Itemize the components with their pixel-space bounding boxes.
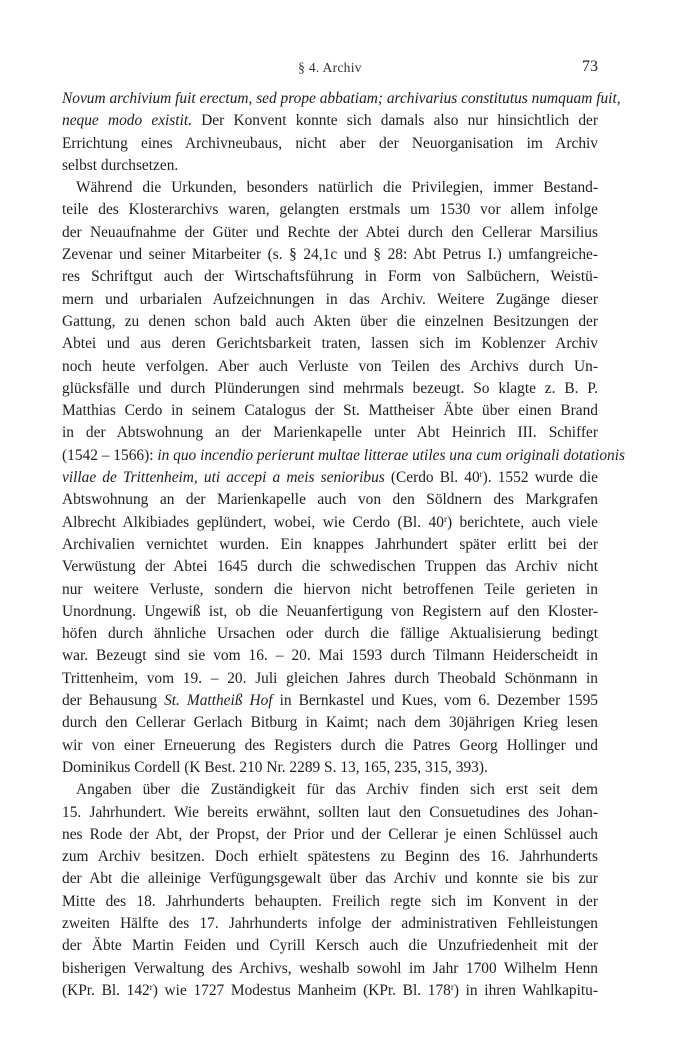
text-line: der Neuaufnahme der Güter und Rechte der Abtei durch den Cellerar Marsilius	[62, 223, 598, 241]
text-line: Matthias Cerdo in seinem Catalogus der St. Mattheiser Äbte über einen Brand	[62, 402, 598, 420]
text-line: 15. Jahrhundert. Wie bereits erwähnt, sollten laut den Consuetudines des Johan-	[62, 803, 598, 821]
text-line: wir von einer Erneuerung des Registers durch die Patres Georg Hollinger und	[62, 736, 598, 754]
paragraph-2	[62, 177, 625, 779]
text-line: der Behausung St. Mattheiß Hof in Bernkastel und Kues, vom 6. Dezember 1595	[62, 692, 598, 710]
text-line: höfen durch ähnliche Ursachen oder durch die fällige Aktualisierung bedingt	[62, 625, 598, 643]
text-line: Verwüstung der Abtei 1645 durch die schwedischen Truppen das Archiv nicht	[62, 558, 598, 576]
text-line: (1542 – 1566): in quo incendio perierunt multae litterae utiles una cum originali dotationis	[62, 446, 625, 464]
text-line: Abtswohnung an der Marienkapelle auch von den Söldnern des Markgrafen	[62, 491, 598, 509]
latin-quote: in quo incendio perierunt multae litterae utiles una cum originali dotationis	[157, 446, 625, 464]
text-line: villae de Trittenheim, uti accepi a meis senioribus (Cerdo Bl. 40$^r$). 1552 wurde die	[62, 469, 598, 487]
superscript: r	[149, 981, 153, 992]
text-line: teile des Klosterarchivs waren, gelangten erstmals um 1530 vor allem infolge	[62, 201, 598, 219]
superscript: r	[443, 513, 447, 524]
text-line: der Äbte Martin Feiden und Cyrill Kersch auch die Unzufriedenheit mit der	[62, 937, 598, 955]
text-line: (KPr. Bl. 142$^r$) wie 1727 Modestus Manheim (KPr. Bl. 178$^r$) in ihren Wahlkapitu-	[62, 981, 598, 999]
text-line: glücksfälle und durch Plünderungen sind mehrmals bezeugt. So klagte z. B. P.	[62, 379, 598, 397]
text-line: nes Rode der Abt, der Propst, der Prior und der Cellerar je einen Schlüssel auch	[62, 825, 598, 843]
text-line	[62, 88, 621, 110]
superscript: r	[479, 469, 483, 480]
text-line: selbst durchsetzen.	[62, 156, 179, 174]
text-line: nur weitere Verluste, sondern die hiervon nicht betroffenen Teile gerieten in	[62, 580, 598, 598]
text-line: zweiten Hälfte des 17. Jahrhunderts infolge der administrativen Fehlleistungen	[62, 914, 598, 932]
text-line: mern und urbarialen Aufzeichnungen in das Archiv. Weitere Zugänge dieser	[62, 290, 598, 308]
text-line: neque modo existit. Der Konvent konnte sich damals also nur hinsichtlich der	[62, 112, 599, 130]
text-line: Errichtung eines Archivneubaus, nicht aber der Neuorganisation im Archiv	[62, 134, 598, 152]
latin-quote: neque modo existit.	[62, 112, 192, 130]
text-line: Angaben über die Zuständigkeit für das Archiv finden sich erst seit dem	[76, 781, 598, 799]
superscript: r	[450, 981, 454, 992]
text-line: Trittenheim, vom 19. – 20. Juli gleichen Jahres durch Theobald Schönmann in	[62, 669, 598, 687]
text-line: durch den Cellerar Gerlach Bitburg in Kaimt; nach dem 30jährigen Krieg lesen	[62, 714, 598, 732]
paragraph-3	[62, 779, 598, 1002]
text-line: res Schriftgut auch der Wirtschaftsführung in Form von Salbüchern, Weistü-	[62, 268, 598, 286]
text-line: bisherigen Verwaltung des Archivs, weshalb sowohl im Jahr 1700 Wilhelm Henn	[62, 959, 598, 977]
text-line: war. Bezeugt sind sie vom 16. – 20. Mai 1593 durch Tilmann Heiderscheidt in	[62, 647, 598, 665]
text-line: Dominikus Cordell (K Best. 210 Nr. 2289 S. 13, 165, 235, 315, 393).	[62, 758, 488, 776]
paragraph-1	[62, 88, 621, 177]
text-line: Mitte des 18. Jahrhunderts behaupten. Freilich regte sich im Konvent in der	[62, 892, 598, 910]
place-name: St. Mattheiß Hof	[164, 692, 273, 710]
page-header	[62, 60, 598, 84]
text-line: Während die Urkunden, besonders natürlich die Privilegien, immer Bestand-	[76, 179, 598, 197]
text-line: noch heute verfolgen. Aber auch Verluste von Teilen des Archivs durch Un-	[62, 357, 598, 375]
running-head: § 4. Archiv	[298, 60, 362, 75]
body-text	[62, 88, 625, 1002]
text-line: Abtei und aus deren Gerichtsbarkeit traten, lassen sich im Koblenzer Archiv	[62, 335, 598, 353]
text-line: zum Archiv besitzen. Doch erhielt spätestens zu Beginn des 16. Jahrhunderts	[62, 848, 598, 866]
text-line: der Abt die alleinige Verfügungsgewalt über das Archiv und konnte sie bis zur	[62, 870, 598, 888]
text-line: in der Abtswohnung an der Marienkapelle unter Abt Heinrich III. Schiffer	[62, 424, 598, 442]
text-line: Albrecht Alkibiades geplündert, wobei, wie Cerdo (Bl. 40$^r$) berichtete, auch viele	[62, 513, 598, 531]
page-number: 73	[582, 58, 598, 75]
text-line: Archivalien vernichtet wurden. Ein knappes Jahrhundert später erlitt bei der	[62, 535, 598, 553]
text-line: Zevenar und seiner Mitarbeiter (s. § 24,1c und § 28: Abt Petrus I.) umfangreiche-	[62, 246, 598, 264]
latin-quote: villae de Trittenheim, uti accepi a meis senioribus	[62, 469, 385, 487]
text-line: Unordnung. Ungewiß ist, ob die Neuanfertigung von Registern auf den Kloster-	[62, 602, 598, 620]
text-line: Gattung, zu denen schon bald auch Akten über die einzelnen Besitzungen der	[62, 312, 598, 330]
latin-quote: Novum archivium fuit erectum, sed prope abbatiam; archivarius constitutus numquam fuit,	[62, 90, 621, 107]
